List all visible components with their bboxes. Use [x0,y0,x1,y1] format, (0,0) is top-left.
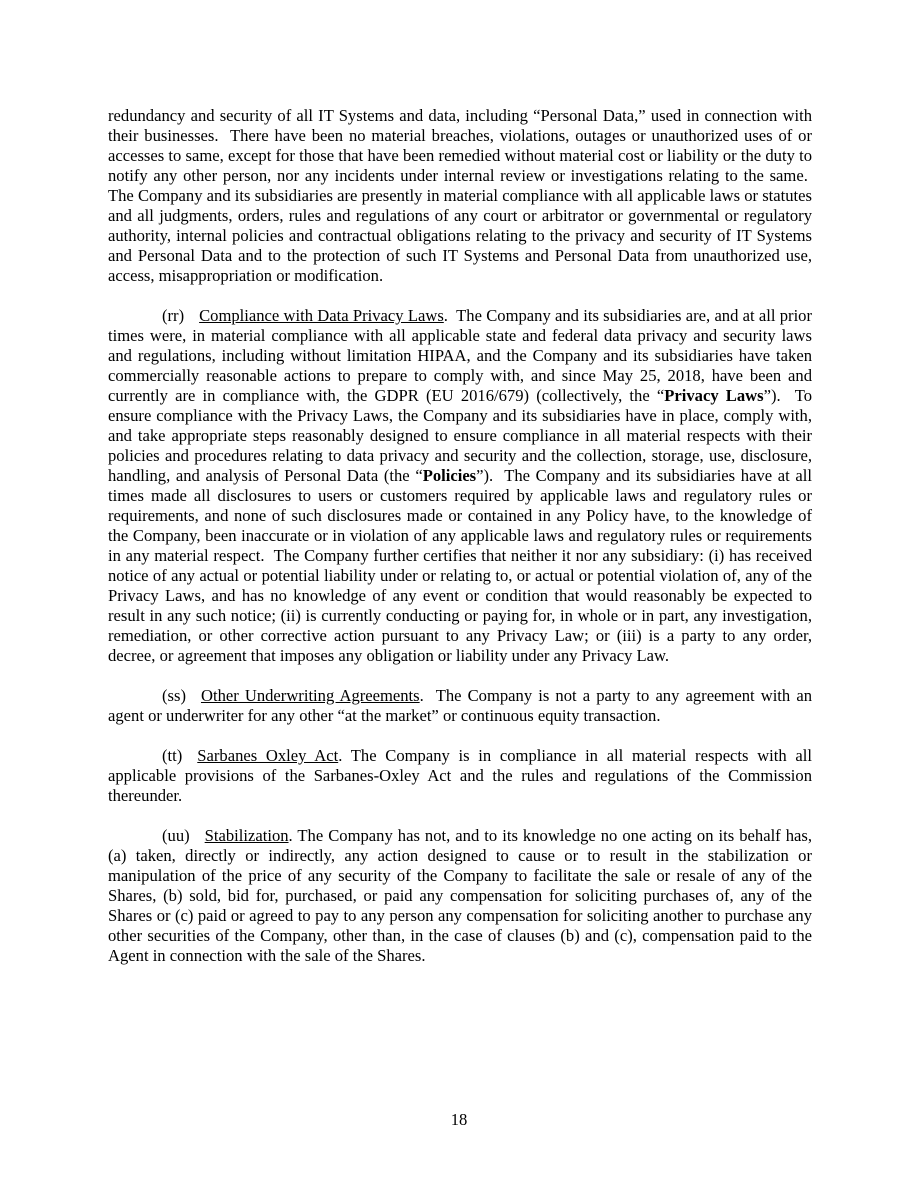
text-run: ”). The Company and its subsidiaries have at all times made all disclosures to users or customers required by applicable laws and regulatory rules or requirements, and none of such disclosures made or contained in any Policy have, to the knowledge of the Company, been inaccurate or in violation of any applicable laws and regulatory rules or requirements in any material respect. The Company further certifies that neither it nor any subsidiary: (i) has received notice of any actual or potential liability under or relating to, or actual or potential violation of, any of the Privacy Laws, and has no knowledge of any event or condition that would reasonably be expected to result in any such notice; (ii) is currently conducting or paying for, in whole or in part, any investigation, remediation, or other corrective action pursuant to any Privacy Law; or (iii) is a party to any order, decree, or agreement that imposes any obligation or liability under any Privacy Law. [108,466,812,665]
text-run: ”). To ensure compliance with the Privacy Laws, the Company and its subsidiaries have in place, comply with, and take appropriate steps reasonably designed to ensure compliance in all material respects with their policies and procedures relating to data privacy and security and the collection, storage, use, disclosure, handling, and analysis of Personal Data (the “ [108,386,812,485]
paragraph-ss [108,686,812,726]
text-run: . The Company and its subsidiaries are, and at all prior times were, in material compliance with all applicable state and federal data privacy and security laws and regulations, including without limitation HIPAA, and the Company and its subsidiaries have taken commercially reasonable actions to prepare to comply with, and since May 25, 2018, have been and currently are in compliance with, the GDPR (EU 2016/679) (collectively, the “ [108,306,812,405]
section-label: (uu) [162,826,190,845]
text-run: . The Company has not, and to its knowledge no one acting on its behalf has, (a) taken, directly or indirectly, any action designed to cause or to result in the stabilization or manipulation of the price of any security of the Company to facilitate the sale or resale of any of the Shares, (b) sold, bid for, purchased, or paid any compensation for soliciting purchases of, any of the Shares or (c) paid or agreed to pay to any person any compensation for soliciting another to purchase any other securities of the Company, other than, in the case of clauses (b) and (c), compensation paid to the Agent in connection with the sale of the Shares. [108,826,812,965]
text-run: redundancy and security of all IT Systems and data, including “Personal Data,” used in connection with their businesses. There have been no material breaches, violations, outages or unauthorized uses of or accesses to same, except for those that have been remedied without material cost or liability or the duty to notify any other person, nor any incidents under internal review or investigations relating to the same. The Company and its subsidiaries are presently in material compliance with all applicable laws or statutes and all judgments, orders, rules and regulations of any court or arbitrator or governmental or regulatory authority, internal policies and contractual obligations relating to the privacy and security of IT Systems and Personal Data and to the protection of such IT Systems and Personal Data from unauthorized use, access, misappropriation or modification. [108,106,812,285]
page-number: 18 [450,1110,468,1129]
text-run: Policies [422,466,477,485]
section-heading: Stabilization [204,826,289,845]
section-heading: Compliance with Data Privacy Laws [199,306,444,325]
paragraph-rr [108,306,812,666]
paragraph-tt [108,746,812,806]
section-heading: Other Underwriting Agreements [200,686,420,705]
section-label: (rr) [162,306,185,325]
text-run: Privacy Laws [664,386,764,405]
section-heading: Sarbanes Oxley Act [197,746,339,765]
paragraph-uu [108,826,812,966]
section-label: (ss) [162,686,186,705]
paragraph-intro-continuation [108,106,812,286]
text-run: . The Company is not a party to any agreement with an agent or underwriter for any other “at the market” or continuous equity transaction. [108,686,812,725]
section-label: (tt) [162,746,183,765]
text-run: . The Company is in compliance in all material respects with all applicable provisions of the Sarbanes-Oxley Act and the rules and regulations of the Commission thereunder. [108,746,812,805]
